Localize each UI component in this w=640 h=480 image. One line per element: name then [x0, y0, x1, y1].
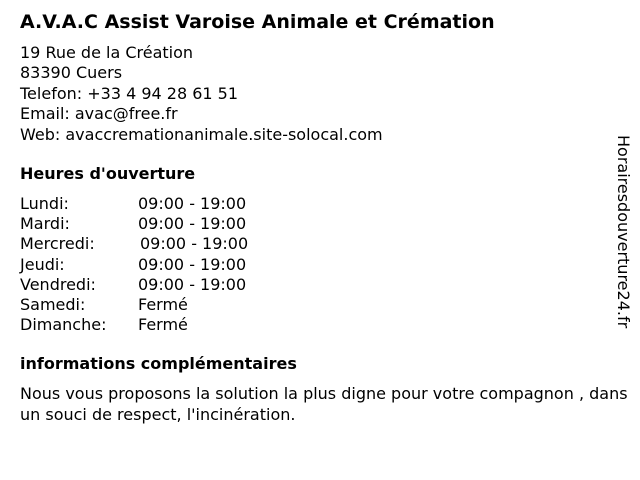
day-label: Dimanche:	[20, 315, 107, 335]
time-value: 09:00 - 19:00	[140, 234, 249, 254]
hours-heading: Heures d'ouverture	[20, 164, 196, 183]
business-name: A.V.A.C Assist Varoise Animale et Crémation	[20, 11, 495, 33]
phone-number: Telefon: +33 4 94 28 61 51	[20, 83, 239, 103]
time-value: 09:00 - 19:00	[138, 274, 247, 294]
time-value: 09:00 - 19:00	[138, 214, 247, 234]
day-label: Lundi:	[20, 194, 69, 213]
day-label: Jeudi:	[20, 254, 65, 274]
time-value: 09:00 - 19:00	[138, 194, 247, 213]
info-description: Nous vous proposons la solution la plus digne pour votre compagnon , dans un souci de respect, l'incinération.	[20, 384, 628, 424]
email-address: Email: avac@free.fr	[20, 104, 178, 124]
contact-block	[20, 43, 383, 145]
day-label: Samedi:	[20, 294, 86, 314]
site-watermark: Horairesdouverture24.fr	[614, 135, 633, 329]
day-label: Vendredi:	[20, 274, 96, 294]
time-value: Fermé	[138, 294, 188, 314]
day-label: Mardi:	[20, 214, 70, 234]
info-heading: informations complémentaires	[20, 354, 297, 373]
time-value: Fermé	[138, 315, 188, 335]
website-url: Web: avaccremationanimale.site-solocal.com	[20, 124, 383, 144]
time-value: 09:00 - 19:00	[138, 254, 247, 274]
street-address: 19 Rue de la Création	[20, 43, 194, 62]
day-label: Mercredi:	[20, 234, 95, 254]
city-postal: 83390 Cuers	[20, 63, 123, 83]
